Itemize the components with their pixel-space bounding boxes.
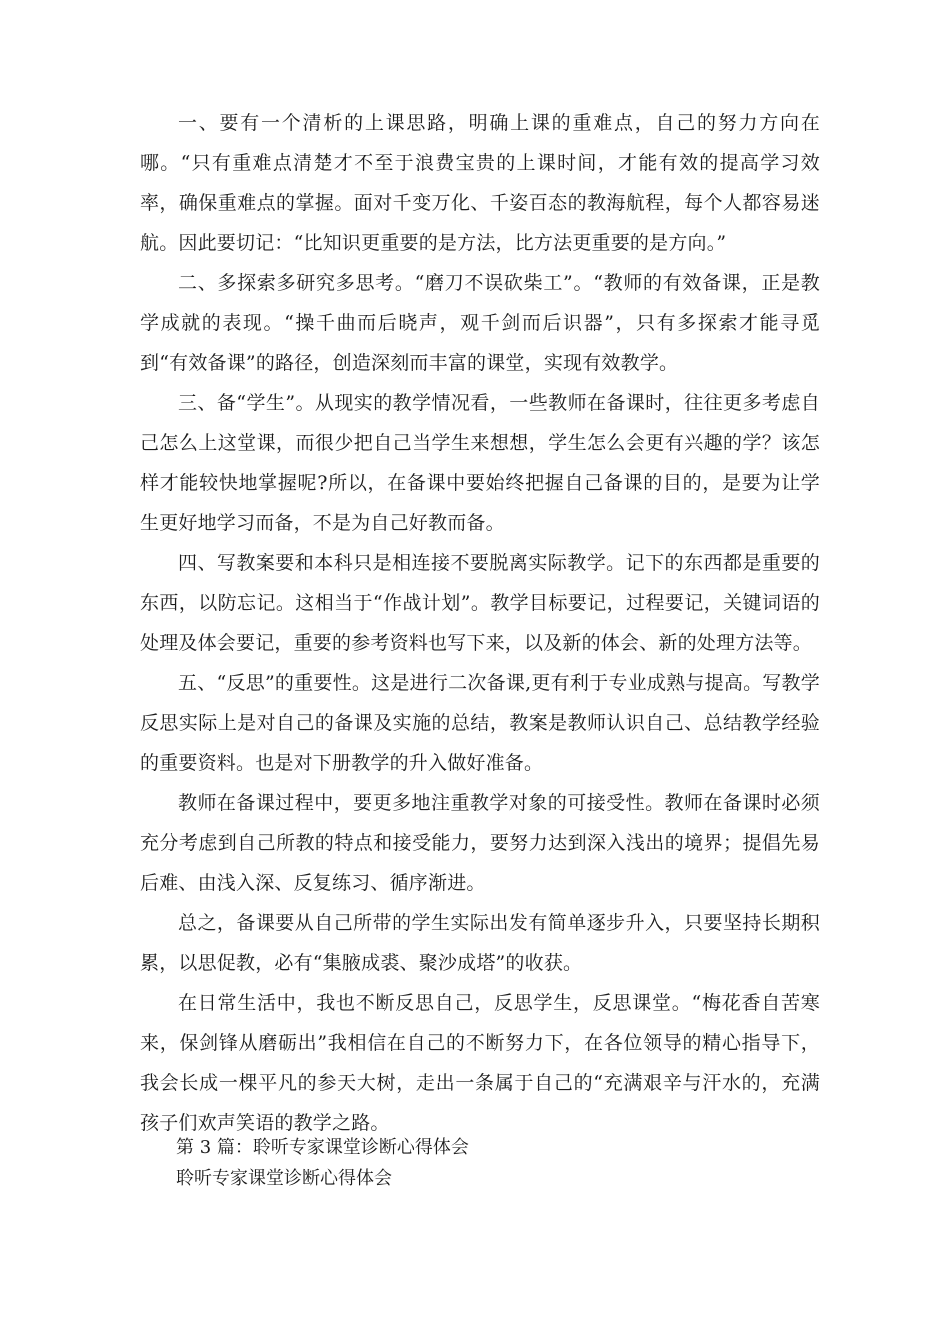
paragraph-2: 二、多探索多研究多思考。“磨刀不误砍柴工”。“教师的有效备课，正是教学成就的表现。“操千曲而后晓声，观千剑而后识器”，只有多探索才能寻觅到“有效备课”的路径，创造深刻而丰富的课堂，实现有效教学。 — [140, 272, 820, 374]
section-heading: 第 3 篇：聆听专家课堂诊断心得体会 — [176, 1137, 469, 1158]
article-body — [140, 103, 820, 1143]
paragraph-6: 教师在备课过程中，要更多地注重教学对象的可接受性。教师在备课时必须充分考虑到自己所教的特点和接受能力，要努力达到深入浅出的境界；提倡先易后难、由浅入深、反复练习、循序渐进。 — [140, 792, 820, 894]
paragraph-7: 总之，备课要从自己所带的学生实际出发有简单逐步升入，只要坚持长期积累，以思促教，必有“集腋成裘、聚沙成塔”的收获。 — [140, 912, 820, 974]
paragraph-3: 三、备“学生”。从现实的教学情况看，一些教师在备课时，往往更多考虑自己怎么上这堂课，而很少把自己当学生来想想，学生怎么会更有兴趣的学？该怎样才能较快地掌握呢?所以，在备课中要始终把握自己备课的目的，是要为让学生更好地学习而备，不是为自己好教而备。 — [140, 392, 820, 534]
section-title: 聆听专家课堂诊断心得体会 — [176, 1168, 392, 1189]
next-section — [140, 1132, 820, 1194]
paragraph-4: 四、写教案要和本科只是相连接不要脱离实际教学。记下的东西都是重要的东西，以防忘记。这相当于“作战计划”。教学目标要记，过程要记，关键词语的处理及体会要记，重要的参考资料也写下来，以及新的体会、新的处理方法等。 — [140, 552, 820, 654]
paragraph-1: 一、要有一个清析的上课思路，明确上课的重难点，自己的努力方向在哪。“只有重难点清楚才不至于浪费宝贵的上课时间，才能有效的提高学习效率，确保重难点的掌握。面对千变万化、千姿百态的教海航程，每个人都容易迷航。因此要切记：“比知识更重要的是方法，比方法更重要的是方向。” — [140, 112, 820, 254]
paragraph-5: 五、“反思”的重要性。这是进行二次备课,更有利于专业成熟与提高。写教学反思实际上是对自己的备课及实施的总结，教案是教师认识自己、总结教学经验的重要资料。也是对下册教学的升入做好准备。 — [140, 672, 820, 774]
paragraph-8: 在日常生活中，我也不断反思自己，反思学生，反思课堂。“梅花香自苦寒来，保剑锋从磨砺出”我相信在自己的不断努力下，在各位领导的精心指导下，我会长成一棵平凡的参天大树，走出一条属于自己的“充满艰辛与汗水的，充满孩子们欢声笑语的教学之路。 — [140, 992, 820, 1134]
